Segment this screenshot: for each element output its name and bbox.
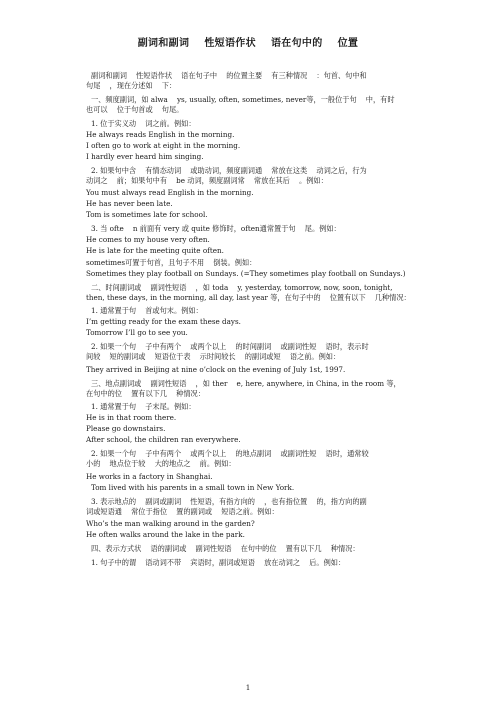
text-line: Sometimes they play football on Sundays. (=They sometimes play football on Sundays.): [86, 269, 406, 278]
text-line: 小的 地点位于较 大的地点之 前。例如：: [86, 459, 236, 468]
text-line: 2. 如果一个句 子中有两个 或两个以上 的地点副词 或副词性短 语时，通常较: [91, 449, 369, 458]
text-line: You must always read English in the morning.: [86, 188, 254, 197]
text-line: 在句中的位 置有以下几 种情况：: [86, 389, 205, 398]
text-line: 副词和副词 性短语作状 语在句子中 的位置主要 有三种情况 ：句首、句中和: [91, 71, 367, 80]
text-line: 3. 表示地点的 副词或副词 性短语，有指方向的 ，也有指位置 的，指方向的副: [91, 497, 367, 506]
text-line: 1. 位于实义动 词之前。例如：: [91, 119, 196, 128]
text-line: 词或短语通 常位于指位 置的副词或 短语之前。例如：: [86, 507, 279, 516]
text-line: He works in a factory in Shanghai.: [86, 472, 213, 481]
text-line: I hardly ever heard him singing.: [86, 152, 204, 161]
text-line: 也可以 位于句首或 句尾。: [86, 105, 184, 114]
text-line: Tom lived with his parents in a small town in New York.: [91, 483, 295, 492]
text-line: 2. 如果一个句 子中有两个 或两个以上 的时间副词 或副词性短 语时，表示时: [91, 342, 369, 351]
text-line: He is in that room there.: [86, 413, 177, 422]
text-line: After school, the children ran everywhere.: [86, 435, 241, 444]
text-line: I often go to work at eight in the morning.: [86, 141, 241, 150]
text-line: 2. 如果句中含 有情态动词 或助动词，频度副词通 常放在这类 动词之后，行为: [91, 166, 367, 175]
text-line: 1. 通常置于句 子末尾。例如：: [91, 402, 196, 411]
page-number: 1: [245, 683, 251, 692]
document-title: 副词和副词 性短语作状 语在句中的 位置: [137, 38, 359, 49]
text-line: He is late for the meeting quite often.: [86, 246, 224, 255]
text-line: sometimes可置于句首，且句子不用 倒装。例如：: [86, 258, 257, 267]
text-line: He comes to my house very often.: [86, 235, 210, 244]
text-line: He often walks around the lake in the park.: [86, 530, 245, 539]
text-line: Who’s the man walking around in the garden?: [86, 519, 255, 528]
text-line: Please go downstairs.: [86, 424, 166, 433]
text-line: He has never been late.: [86, 199, 173, 208]
text-line: then, these days, in the morning, all day, last year 等，在句子中的 位置有以下 几种情况：: [86, 293, 411, 302]
text-line: Tomorrow I’ll go to see you.: [86, 328, 188, 337]
text-line: They arrived in Beijing at nine o’clock on the evening of July 1st, 1997.: [86, 365, 346, 374]
text-line: 二、时间副词或 副词性短语 ，如 toda y, yesterday, tomorrow, now, soon, tonight,: [91, 283, 393, 292]
text-line: He always reads English in the morning.: [86, 130, 235, 139]
text-line: I’m getting ready for the exam these days.: [86, 317, 241, 326]
text-line: 动词之 前；如果句中有 be 动词，频度副词常 常放在其后 。例如：: [86, 176, 328, 185]
text-line: 一、频度副词，如 alwa ys, usually, often, sometimes, never等，一般位于句 中，有时: [91, 95, 395, 104]
text-line: 1. 通常置于句 首或句末。例如：: [91, 306, 203, 315]
text-line: 三、地点副词或 副词性短语 ，如 ther e, here, anywhere, in China, in the room 等，: [91, 379, 401, 388]
text-line: 四、表示方式状 语的副词或 副词性短语 在句中的位 置有以下几 种情况：: [91, 544, 360, 553]
text-line: 间较 短的副词或 短语位于表 示时间较长 的副词或短 语之前。例如：: [86, 352, 341, 361]
text-line: 句尾 ，现在分述如 下：: [86, 81, 177, 90]
text-line: 3. 当 ofte n 前面有 very 或 quite 修饰时，often通常置于句 尾。例如：: [91, 224, 341, 233]
text-line: 1. 句子中的谓 语动词不带 宾语时，副词或短语 放在动词之 后。例如：: [91, 558, 346, 567]
text-line: Tom is sometimes late for school.: [86, 210, 208, 219]
